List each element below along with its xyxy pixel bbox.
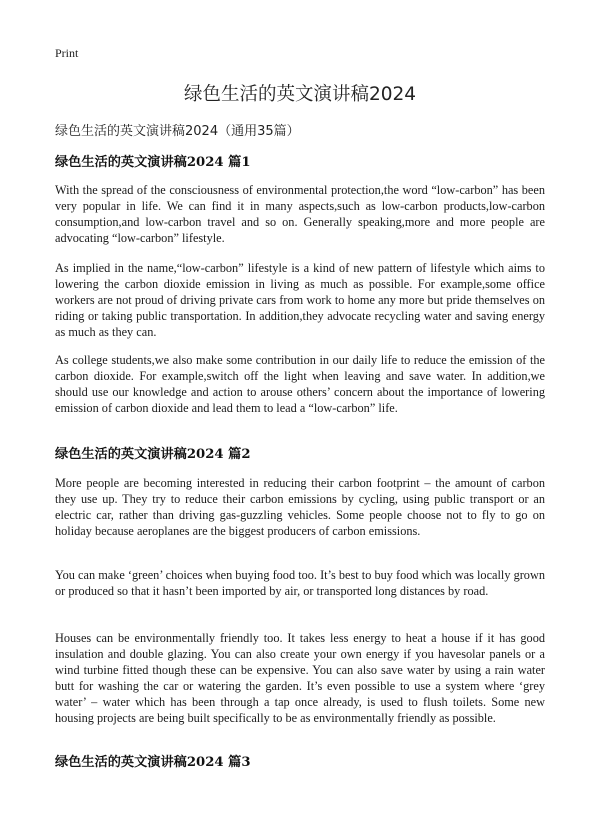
section-heading-2: 绿色生活的英文演讲稿2024 篇2 bbox=[55, 447, 251, 462]
paragraph: As college students,we also make some contribution in our daily life to reduce the emission of the carbon dioxide. For example,switch off the light when leaving and save water. In addition,we should use our knowledge and action to arouse others’ concern about the importance of lowering emission of carbon dioxide and lead them to lead a “low-carbon” life. bbox=[55, 353, 545, 415]
paragraph: Houses can be environmentally friendly too. It takes less energy to heat a house if it has good insulation and double glazing. You can also create your own energy if you havesolar panels or a wind turbine fitted though these can be expensive. You can also save water by using a rain water butt for washing the car or watering the garden. It’s even possible to use a system where ‘grey water’ – water which has been through a tap once already, is used to flush toilets. Some new housing projects are being built specifically to be as environmentally friendly as possible. bbox=[55, 631, 545, 725]
page-title: 绿色生活的英文演讲稿2024 bbox=[183, 84, 417, 105]
page-subtitle: 绿色生活的英文演讲稿2024（通用35篇） bbox=[55, 124, 300, 139]
print-link[interactable]: Print bbox=[55, 46, 79, 60]
paragraph: With the spread of the consciousness of environmental protection,the word “low-carbon” has been very popular in life. We can find it in many aspects,such as low-carbon products,low-carbon consumption,and low-carbon travel and so on. Generally speaking,more and more people are advocating “low-carbon” lifestyle. bbox=[55, 183, 545, 245]
paragraph: You can make ‘green’ choices when buying food too. It’s best to buy food which was locally grown or produced so that it hasn’t been imported by air, or transported long distances by road. bbox=[55, 568, 545, 598]
section-heading-3: 绿色生活的英文演讲稿2024 篇3 bbox=[55, 755, 251, 770]
paragraph: More people are becoming interested in reducing their carbon footprint – the amount of carbon they use up. They try to reduce their carbon emissions by cycling, using public transport or an electric car, rather than driving gas-guzzling vehicles. Some people choose not to fly to go on holiday because aeroplanes are the biggest producers of carbon emissions. bbox=[55, 476, 545, 538]
section-heading-1: 绿色生活的英文演讲稿2024 篇1 bbox=[55, 155, 251, 170]
paragraph: As implied in the name,“low-carbon” lifestyle is a kind of new pattern of lifestyle which aims to lowering the carbon dioxide emission in living as much as possible. For example,some office workers are not proud of driving private cars from work to home any more but pride themselves on riding or taking public transportation. In addition,they advocate recycling water and saving energy as much as they can. bbox=[55, 261, 545, 339]
